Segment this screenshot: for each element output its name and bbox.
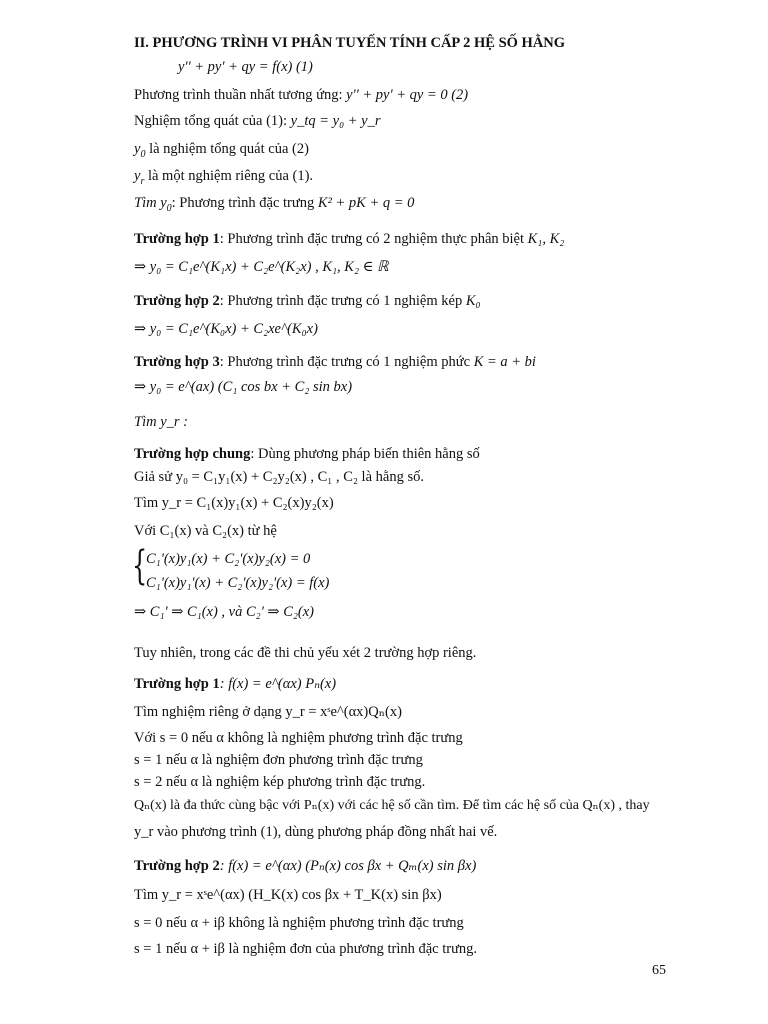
find-yr-heading: Tìm y_r : bbox=[134, 414, 188, 430]
special-case1-s2: s = 2 nếu α là nghiệm kép phương trình đặc trưng. bbox=[134, 774, 426, 790]
case3-text: : Phương trình đặc trưng có 1 nghiệm phức bbox=[219, 354, 471, 370]
yr-description: là một nghiệm riêng của (1). bbox=[147, 168, 314, 184]
system-result: ⇒ C₁' ⇒ C₁(x) , và C₂' ⇒ C₂(x) bbox=[134, 604, 314, 620]
find-yr-formula: Tìm y_r = C₁(x)y₁(x) + C₂(x)y₂(x) bbox=[134, 495, 334, 511]
special-case2-form: Tìm y_r = xˢe^(αx) (H_K(x) cos βx + T_K(x) sin βx) bbox=[134, 887, 442, 903]
yr-symbol: $y_r$ bbox=[134, 168, 145, 187]
special-case1-label: Trường hợp 1 bbox=[134, 676, 220, 692]
assume-line: Giả sử y₀ = C₁y₁(x) + C₂y₂(x) , C₁ , C₂ là hằng số. bbox=[134, 469, 424, 485]
case2-solution: ⇒ y₀ = C₁e^(K₀x) + C₂xe^(K₀x) bbox=[134, 321, 318, 337]
find-y0-line bbox=[134, 194, 414, 212]
general-case-text: : Dùng phương pháp biến thiên hằng số bbox=[250, 446, 480, 462]
general-solution-equation: y_tq = y₀ + y_r bbox=[290, 113, 381, 129]
general-solution-label: Nghiệm tổng quát của (1): bbox=[134, 113, 288, 129]
yr-description-line bbox=[134, 167, 313, 185]
case1-text: : Phương trình đặc trưng có 2 nghiệm thực phân biệt bbox=[219, 231, 525, 247]
case1-solution: ⇒ y₀ = C₁e^(K₁x) + C₂e^(K₂x) , K₁, K₂ ∈ ℝ bbox=[134, 259, 389, 275]
case3-label: Trường hợp 3 bbox=[134, 354, 220, 370]
general-case-label: Trường hợp chung bbox=[134, 446, 251, 462]
equation-1: y'' + py' + qy = f(x) (1) bbox=[178, 59, 313, 75]
special-case2-s1: s = 1 nếu α + iβ là nghiệm đơn của phương trình đặc trưng. bbox=[134, 941, 478, 957]
special-case1-q-line1: Qₙ(x) là đa thức cùng bậc với Pₙ(x) với các hệ số cần tìm. Để tìm các hệ số của Qₙ(x) , thay bbox=[134, 798, 650, 813]
homogeneous-equation: y'' + py' + qy = 0 (2) bbox=[346, 87, 469, 103]
case1-line bbox=[134, 230, 564, 248]
special-case1-s1: s = 1 nếu α là nghiệm đơn phương trình đặc trưng bbox=[134, 752, 423, 768]
case2-root: K₀ bbox=[465, 293, 481, 309]
special-case2-s0: s = 0 nếu α + iβ không là nghiệm phương trình đặc trưng bbox=[134, 915, 464, 931]
general-solution-line bbox=[134, 112, 380, 130]
case2-line bbox=[134, 292, 481, 310]
case3-solution: ⇒ y₀ = e^(ax) (C₁ cos bx + C₂ sin bx) bbox=[134, 379, 353, 395]
y0-symbol-2: $y_0$ bbox=[160, 195, 172, 214]
special-case2-label: Trường hợp 2 bbox=[134, 858, 220, 874]
special-case1-s0: Với s = 0 nếu α không là nghiệm phương trình đặc trưng bbox=[134, 730, 463, 746]
system-brace: { bbox=[132, 543, 148, 589]
special-case1-line bbox=[134, 675, 336, 693]
case3-root: K = a + bi bbox=[473, 354, 536, 370]
general-case-line bbox=[134, 445, 480, 463]
system-eq-2: C₁'(x)y₁'(x) + C₂'(x)y₂'(x) = f(x) bbox=[146, 575, 330, 591]
case1-roots: K₁, K₂ bbox=[527, 231, 565, 247]
page-number: 65 bbox=[652, 963, 666, 978]
with-line: Với C₁(x) và C₂(x) từ hệ bbox=[134, 523, 277, 539]
case3-line bbox=[134, 353, 536, 371]
find-y0-label: Tìm bbox=[134, 195, 157, 211]
special-case1-q-line2: y_r vào phương trình (1), dùng phương pháp đồng nhất hai vế. bbox=[134, 824, 498, 840]
case2-text: : Phương trình đặc trưng có 1 nghiệm kép bbox=[219, 293, 463, 309]
homogeneous-line bbox=[134, 86, 468, 104]
case1-label: Trường hợp 1 bbox=[134, 231, 220, 247]
however-line: Tuy nhiên, trong các đề thi chủ yếu xét 2 trường hợp riêng. bbox=[134, 645, 477, 661]
case2-label: Trường hợp 2 bbox=[134, 293, 220, 309]
system-eq-1: C₁'(x)y₁(x) + C₂'(x)y₂(x) = 0 bbox=[146, 551, 311, 567]
y0-description: là nghiệm tổng quát của (2) bbox=[149, 141, 309, 157]
special-case1-form: Tìm nghiệm riêng ở dạng y_r = xˢe^(αx)Qₙ(x) bbox=[134, 704, 402, 720]
section-title: II. PHƯƠNG TRÌNH VI PHÂN TUYẾN TÍNH CẤP 2 HỆ SỐ HẰNG bbox=[134, 35, 566, 51]
y0-description-line bbox=[134, 140, 309, 158]
char-eq-label: : Phương trình đặc trưng bbox=[171, 195, 315, 211]
char-equation: K² + pK + q = 0 bbox=[317, 195, 415, 211]
special-case2-equation: : f(x) = e^(αx) (Pₙ(x) cos βx + Qₘ(x) sin βx) bbox=[219, 858, 477, 874]
y0-symbol: $y_0$ bbox=[134, 141, 146, 160]
special-case2-line bbox=[134, 857, 476, 875]
homogeneous-label: Phương trình thuần nhất tương ứng: bbox=[134, 87, 343, 103]
special-case1-equation: : f(x) = e^(αx) Pₙ(x) bbox=[219, 676, 337, 692]
